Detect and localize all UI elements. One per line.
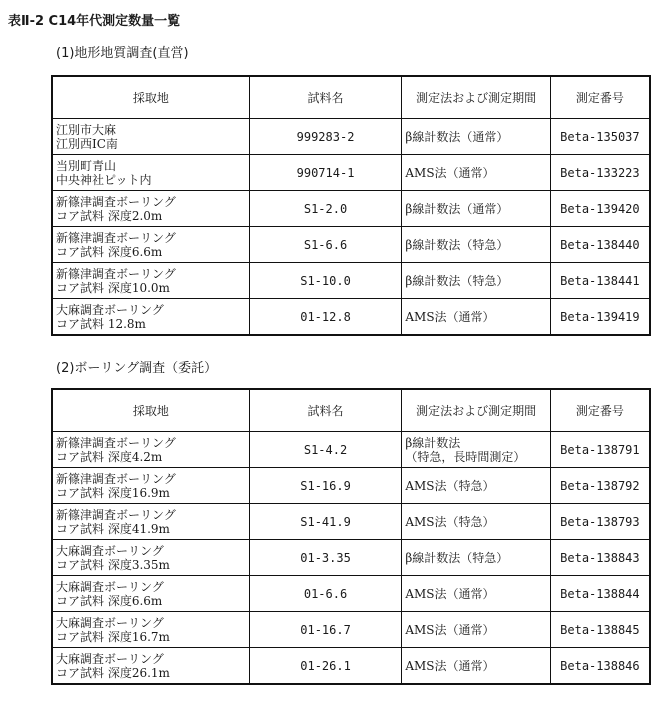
table-row [52,432,650,468]
location-cell-line: コア試料 深度16.9m [56,485,170,500]
location-cell-line: コア試料 深度3.35m [56,557,170,572]
location-cell-line: 新篠津調査ボーリング [56,194,176,209]
sample-name-cell: 01-6.6 [249,576,402,612]
location-cell [52,648,249,685]
header-method: 測定法および測定期間 [402,389,550,432]
measurement-number-cell: Beta-138793 [550,504,650,540]
method-cell-line: β線計数法（通常） [405,129,509,144]
sample-name-cell: S1-10.0 [249,263,402,299]
location-cell-line: 新篠津調査ボーリング [56,507,176,522]
method-cell [402,191,550,227]
table-row [52,155,650,191]
location-cell [52,612,249,648]
location-cell-line: 中央神社ピット内 [56,172,152,187]
sample-name-cell: 01-12.8 [249,299,402,336]
table-row [52,227,650,263]
location-cell-line: 新篠津調査ボーリング [56,471,176,486]
sample-name-cell: S1-4.2 [249,432,402,468]
method-cell [402,119,550,155]
header-location: 採取地 [52,76,249,119]
measurement-number-cell: Beta-138792 [550,468,650,504]
header-sample-name: 試料名 [249,389,402,432]
location-cell-line: 大麻調査ボーリング [56,651,164,666]
table-row [52,576,650,612]
method-cell [402,504,550,540]
location-cell-line: 大麻調査ボーリング [56,543,164,558]
sample-name-cell: 01-26.1 [249,648,402,685]
section-2-heading: (2)ボーリング調査（委託） [56,361,218,376]
table-row [52,648,650,685]
measurement-number-cell: Beta-139419 [550,299,650,336]
location-cell [52,432,249,468]
method-cell-line: β線計数法 [405,435,461,450]
sample-name-cell: S1-2.0 [249,191,402,227]
method-cell-line: β線計数法（特急） [405,273,509,288]
location-cell-line: 大麻調査ボーリング [56,302,164,317]
location-cell-line: コア試料 12.8m [56,316,146,331]
table-row [52,540,650,576]
location-cell-line: コア試料 深度10.0m [56,280,170,295]
sample-name-cell: S1-6.6 [249,227,402,263]
section-1-heading: (1)地形地質調査(直営) [56,46,189,61]
table-header-row [52,76,650,119]
table-row [52,468,650,504]
location-cell-line: 大麻調査ボーリング [56,579,164,594]
location-cell [52,468,249,504]
header-measurement-number: 測定番号 [550,76,650,119]
method-cell-line: AMS法（特急） [405,514,495,529]
measurement-number-cell: Beta-135037 [550,119,650,155]
location-cell-line: 大麻調査ボーリング [56,615,164,630]
table-row [52,612,650,648]
measurement-number-cell: Beta-139420 [550,191,650,227]
method-cell [402,155,550,191]
measurement-number-cell: Beta-138440 [550,227,650,263]
method-cell-line: （特急，長時間測定） [405,449,526,464]
sample-name-cell: S1-41.9 [249,504,402,540]
measurement-number-cell: Beta-138843 [550,540,650,576]
location-cell-line: 当別町青山 [56,158,117,173]
sample-name-cell: S1-16.9 [249,468,402,504]
method-cell-line: AMS法（通常） [405,622,495,637]
method-cell [402,299,550,336]
location-cell [52,576,249,612]
survey-table-1 [51,75,651,336]
sample-name-cell: 01-16.7 [249,612,402,648]
location-cell-line: 新篠津調査ボーリング [56,435,176,450]
location-cell [52,263,249,299]
measurement-number-cell: Beta-138846 [550,648,650,685]
method-cell [402,576,550,612]
location-cell-line: コア試料 深度16.7m [56,629,170,644]
location-cell [52,119,249,155]
sample-name-cell: 999283-2 [249,119,402,155]
measurement-number-cell: Beta-138441 [550,263,650,299]
sample-name-cell: 990714-1 [249,155,402,191]
method-cell-line: β線計数法（特急） [405,237,509,252]
method-cell [402,612,550,648]
header-location: 採取地 [52,389,249,432]
sample-name-cell: 01-3.35 [249,540,402,576]
location-cell [52,540,249,576]
location-cell-line: 江別西IC南 [56,136,118,151]
method-cell [402,540,550,576]
method-cell-line: AMS法（通常） [405,658,495,673]
location-cell [52,191,249,227]
method-cell-line: AMS法（通常） [405,309,495,324]
measurement-number-cell: Beta-138844 [550,576,650,612]
location-cell-line: コア試料 深度26.1m [56,665,170,680]
table-row [52,504,650,540]
location-cell-line: 新篠津調査ボーリング [56,230,176,245]
survey-table-2 [51,388,651,685]
method-cell-line: β線計数法（通常） [405,201,509,216]
location-cell [52,227,249,263]
header-measurement-number: 測定番号 [550,389,650,432]
method-cell [402,468,550,504]
measurement-number-cell: Beta-133223 [550,155,650,191]
location-cell-line: コア試料 深度6.6m [56,244,163,259]
table-row [52,119,650,155]
measurement-number-cell: Beta-138791 [550,432,650,468]
location-cell-line: コア試料 深度41.9m [56,521,170,536]
table-row [52,191,650,227]
method-cell [402,432,550,468]
method-cell-line: β線計数法（特急） [405,550,509,565]
header-method: 測定法および測定期間 [402,76,550,119]
location-cell [52,504,249,540]
location-cell [52,155,249,191]
location-cell-line: コア試料 深度4.2m [56,449,163,464]
header-sample-name: 試料名 [249,76,402,119]
location-cell-line: コア試料 深度6.6m [56,593,163,608]
method-cell-line: AMS法（通常） [405,586,495,601]
table-header-row [52,389,650,432]
document-title: 表Ⅱ-2 C14年代測定数量一覧 [8,14,181,29]
method-cell [402,227,550,263]
method-cell [402,648,550,685]
method-cell-line: AMS法（特急） [405,478,495,493]
location-cell [52,299,249,336]
method-cell [402,263,550,299]
location-cell-line: コア試料 深度2.0m [56,208,163,223]
table-row [52,263,650,299]
method-cell-line: AMS法（通常） [405,165,495,180]
table-row [52,299,650,336]
location-cell-line: 江別市大麻 [56,122,117,137]
measurement-number-cell: Beta-138845 [550,612,650,648]
location-cell-line: 新篠津調査ボーリング [56,266,176,281]
